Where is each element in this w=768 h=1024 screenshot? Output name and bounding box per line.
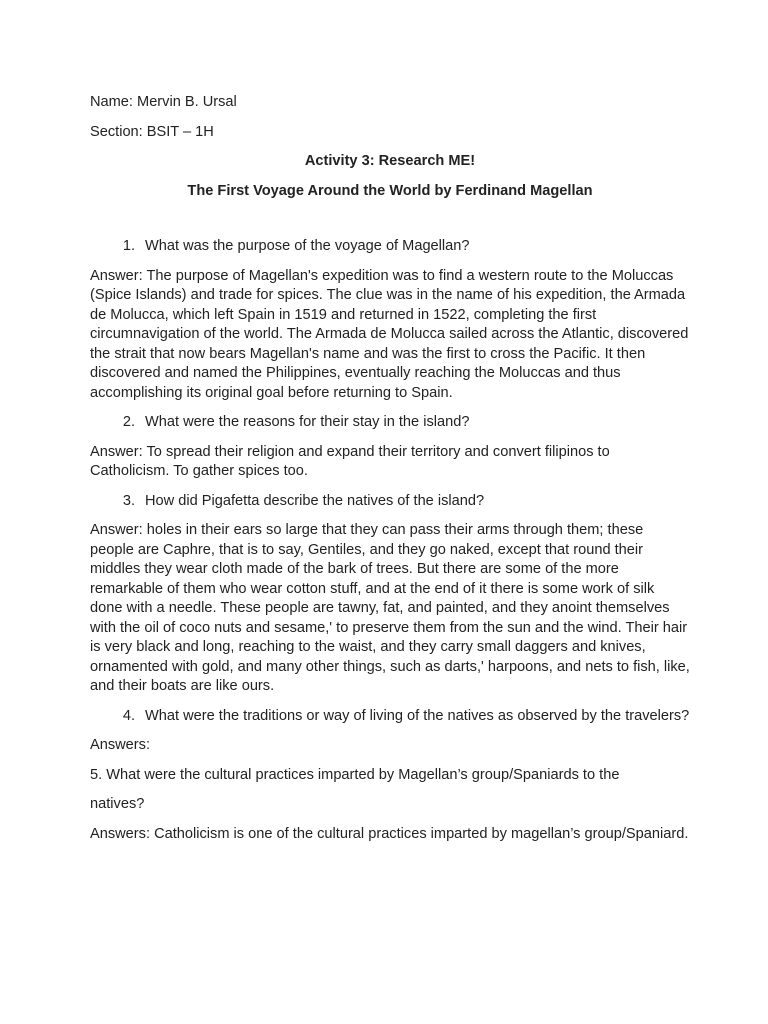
question-text: What were the reasons for their stay in the island? <box>145 414 470 430</box>
question-5-line-2: natives? <box>90 796 145 812</box>
answer-label: Answer: <box>90 267 147 284</box>
question-text: What was the purpose of the voyage of Magellan? <box>145 238 470 254</box>
question-1 <box>90 237 690 257</box>
question-5-line-1: 5. What were the cultural practices imparted by Magellan’s group/Spaniards to the <box>90 766 620 783</box>
answer-text: Catholicism is one of the cultural practices imparted by magellan’s group/Spaniard. <box>154 825 689 842</box>
answer-text: The purpose of Magellan's expedition was to find a western route to the Moluccas (Spice Islands) and trade for spices. The clue was in the name of his expedition, the Armada de Molucca, which left Spain in 1519 and returned in 1522, completing the first circumnavigation of the world. The Armada de Molucca sailed across the Atlantic, discovered the strait that now bears Magellan's name and was the first to cross the Pacific. It then discovered and named the Philippines, eventually reaching the Moluccas and thus accomplishing its original goal before returning to Spain. <box>90 267 689 401</box>
answer-text: To spread their religion and expand their territory and convert filipinos to Catholicism. To gather spices too. <box>90 443 610 479</box>
question-text: How did Pigafetta describe the natives of the island? <box>145 492 485 509</box>
answer-3 <box>90 521 690 697</box>
activity-title: Activity 3: Research ME! <box>304 153 476 169</box>
student-section: Section: BSIT – 1H <box>90 123 214 140</box>
answer-4 <box>90 736 690 756</box>
answer-label: Answer: <box>90 522 147 538</box>
answer-1 <box>90 267 690 404</box>
question-number: 3. <box>122 492 135 509</box>
question-3 <box>90 492 690 512</box>
answer-label: Answer: <box>90 443 147 460</box>
question-2 <box>90 413 690 433</box>
question-number: 4. <box>122 707 135 724</box>
student-name: Name: Mervin B. Ursal <box>90 94 237 110</box>
question-text: What were the traditions or way of living of the natives as observed by the travelers? <box>145 707 690 724</box>
question-number: 1. <box>122 238 135 254</box>
answer-2 <box>90 443 690 482</box>
answer-5 <box>90 825 690 845</box>
document-page <box>90 93 690 854</box>
question-4 <box>90 707 690 727</box>
answer-label: Answers: <box>90 825 155 842</box>
answer-text: holes in their ears so large that they can pass their arms through them; these people are Caphre, that is to say, Gentiles, and they go naked, except that round their middles they wear cloth made of the bark of trees. But there are some of the more remarkable of them who wear cotton stuff, and at the end of it there is some work of silk done with a needle. These people are tawny, fat, and painted, and they anoint themselves with the oil of coco nuts and sesame,' to preserve them from the sun and the wind. Their hair is very black and long, reaching to the waist, and they carry small daggers and knives, ornamented with gold, and many other things, such as darts,' harpoons, and nets to fish, like, and their boats are like ours. <box>90 522 690 694</box>
answer-label: Answers: <box>90 737 151 753</box>
document-subtitle: The First Voyage Around the World by Ferdinand Magellan <box>187 182 593 199</box>
question-number: 2. <box>122 414 135 430</box>
